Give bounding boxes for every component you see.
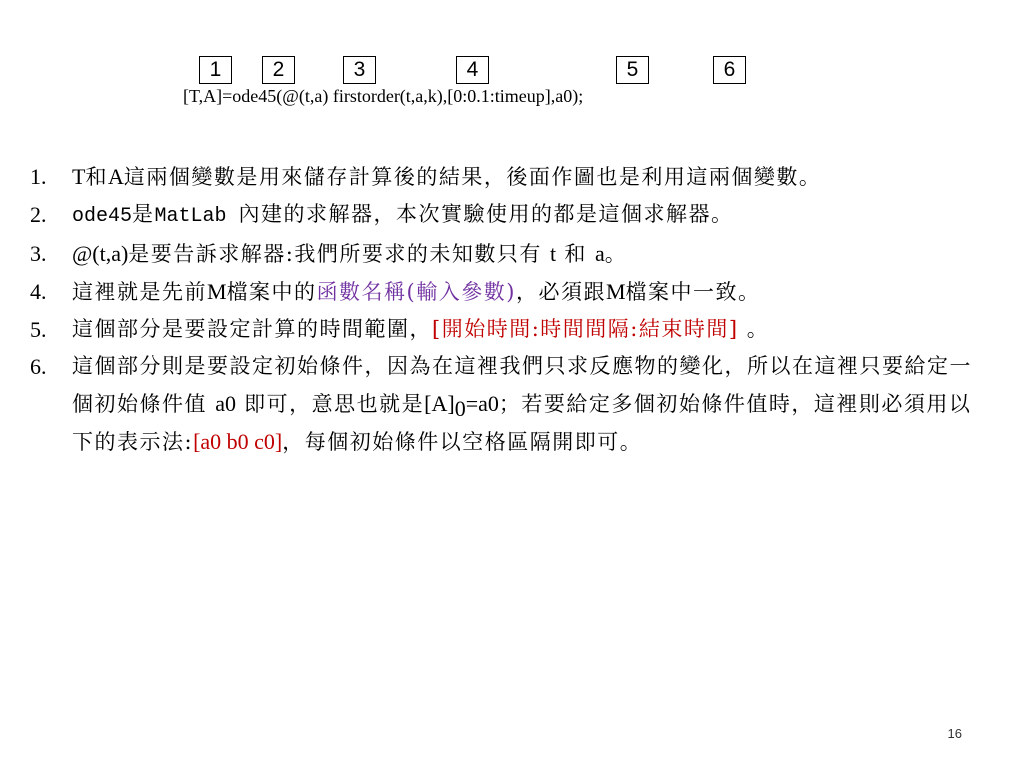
item-text: a xyxy=(595,241,605,266)
page-number: 16 xyxy=(947,726,962,741)
highlight-text: [a0 b0 c0] xyxy=(193,429,283,454)
item-text: 這裡就是先前 xyxy=(72,280,207,304)
item-marker: 3. xyxy=(30,241,47,266)
list-item-5 xyxy=(30,311,980,348)
item-text: 這個部分則是要設定初始條件，因為在這裡我們只求反應物的變化，所以在這裡只要給定一個初始條件值 xyxy=(72,354,972,416)
item-text: T xyxy=(72,164,86,189)
item-text: a0 xyxy=(215,391,236,416)
item-marker: 2. xyxy=(30,202,47,227)
item-text: 是要告訴求解器:我們所要求的未知數只有 xyxy=(128,242,551,266)
list-item-2 xyxy=(30,196,980,235)
list-item-4 xyxy=(30,273,980,311)
item-text: t xyxy=(550,241,557,266)
list-item-3 xyxy=(30,235,980,273)
item-marker: 4. xyxy=(30,279,47,304)
number-box-1: 1 xyxy=(199,56,232,84)
item-text: A xyxy=(107,164,124,189)
list-item-1 xyxy=(30,158,980,196)
item-text: MatLab xyxy=(154,205,239,228)
subscript-text: 0 xyxy=(454,396,466,422)
code-line: [T,A]=ode45(@(t,a) firstorder(t,a,k),[0:0.1:timeup],a0); xyxy=(183,86,584,106)
item-text: ，每個初始條件以空格區隔開即可。 xyxy=(282,430,643,454)
item-text: M xyxy=(207,279,227,304)
number-box-3: 3 xyxy=(343,56,376,84)
item-text: 。 xyxy=(738,317,770,341)
item-text: 這個部分是要設定計算的時間範圍， xyxy=(72,317,432,341)
number-box-5: 5 xyxy=(616,56,649,84)
item-text: M xyxy=(605,279,626,304)
item-text: 和 xyxy=(85,165,108,189)
item-text: 。 xyxy=(604,242,628,266)
item-marker: 1. xyxy=(30,164,47,189)
number-box-6: 6 xyxy=(713,56,746,84)
item-text: 檔案中一致。 xyxy=(625,280,761,304)
list-item-6 xyxy=(30,348,980,461)
item-text: @(t,a) xyxy=(72,241,129,266)
item-text: 和 xyxy=(556,242,596,266)
item-text: ode45 xyxy=(72,205,133,228)
item-text: 這兩個變數是用來儲存計算後的結果，後面作圖也是利用這兩個變數。 xyxy=(123,165,822,189)
item-marker: 5. xyxy=(30,317,47,342)
number-box-2: 2 xyxy=(262,56,295,84)
item-text: 是 xyxy=(132,202,155,226)
item-text: [A] xyxy=(424,391,455,416)
item-text: ；若要給定多個初始條件值時，這裡則必須用以下的表示法: xyxy=(72,392,972,454)
explanation-list xyxy=(30,158,980,461)
item-text: ，必須跟 xyxy=(515,280,606,304)
item-text: 即可，意思也就是 xyxy=(235,392,425,416)
item-text: =a0 xyxy=(465,391,499,416)
item-marker: 6. xyxy=(30,354,47,379)
highlight-text: 函數名稱(輸入參數) xyxy=(316,280,516,304)
item-text: 內建的求解器，本次實驗使用的都是這個求解器。 xyxy=(238,202,734,226)
number-box-4: 4 xyxy=(456,56,489,84)
item-text: 檔案中的 xyxy=(226,280,317,304)
highlight-text: [開始時間:時間間隔:結束時間] xyxy=(432,317,739,341)
